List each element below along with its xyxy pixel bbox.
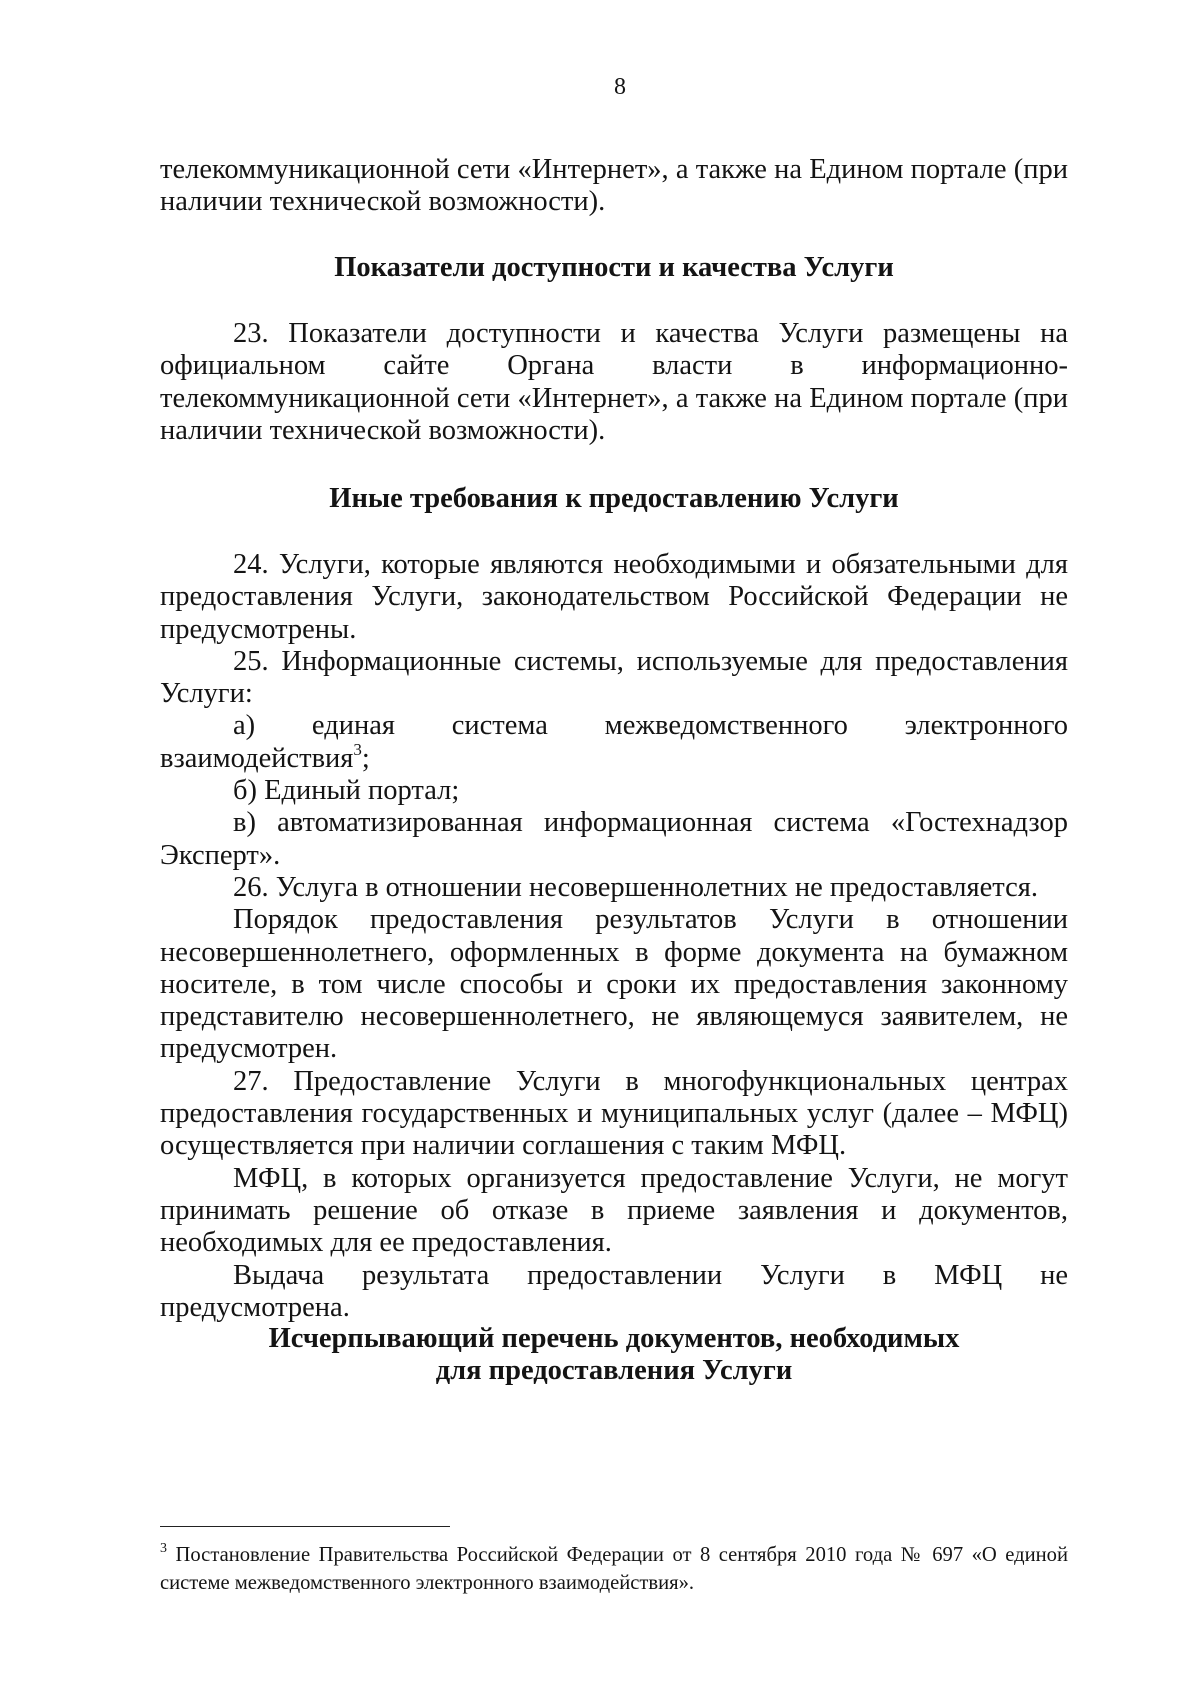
paragraph-26-order: Порядок предоставления результатов Услуги в отношении несовершеннолетнего, оформленных в форме документа на бумажном носителе, в том числе способы и сроки их предоставления законному представителю несовершеннолетнего, не являющемуся заявителем, не предусмотрен.	[160, 904, 1068, 1065]
footnote-text: Постановление Правительства Российской Федерации от 8 сентября 2010 года № 697 «О единой системе межведомственного электронного взаимодействия».	[160, 1544, 1068, 1594]
footnote-separator	[160, 1526, 450, 1527]
footnote-number: 3	[160, 1541, 167, 1556]
section-heading-documents-list	[160, 1323, 1068, 1388]
paragraph-25c: в) автоматизированная информационная система «Гостехнадзор Эксперт».	[160, 807, 1068, 871]
paragraph-25a	[160, 710, 1068, 775]
section-other-requirements-body	[160, 549, 1068, 1324]
paragraph-25a-end: ;	[361, 742, 370, 774]
paragraph-27: 27. Предоставление Услуги в многофункциональных центрах предоставления государственных и муниципальных услуг (далее – МФЦ) осуществляется при наличии соглашения с таким МФЦ.	[160, 1065, 1068, 1162]
paragraph-24: 24. Услуги, которые являются необходимыми и обязательными для предоставления Услуги, законодательством Российской Федерации не предусмотрены.	[160, 549, 1068, 645]
intro-text: телекоммуникационной сети «Интернет», а также на Едином портале (при наличии технической возможности).	[160, 154, 1068, 218]
paragraph-25: 25. Информационные системы, используемые для предоставления Услуги:	[160, 645, 1068, 710]
section-heading-availability: Показатели доступности и качества Услуги	[334, 252, 894, 283]
section-heading-documents-line2: для предоставления Услуги	[435, 1355, 793, 1387]
page-number: 8	[614, 74, 626, 100]
paragraph-26: 26. Услуга в отношении несовершеннолетних не предоставляется.	[233, 871, 1038, 903]
intro-paragraph	[160, 154, 1068, 219]
paragraph-25b: б) Единый портал;	[233, 775, 460, 807]
footnote	[160, 1541, 1068, 1597]
footnote-reference: 3	[353, 739, 362, 759]
paragraph-23: 23. Показатели доступности и качества Услуги размещены на официальном сайте Органа власти в информационно-телекоммуникационной сети «Интернет», а также на Едином портале (при наличии технической возможности).	[160, 318, 1068, 446]
paragraph-27-issuance: Выдача результата предоставлении Услуги в МФЦ не предусмотрена.	[160, 1259, 1068, 1323]
section-heading-documents-line1: Исчерпывающий перечень документов, необходимых	[268, 1323, 960, 1354]
section-availability-body	[160, 318, 1068, 447]
section-heading-other-requirements: Иные требования к предоставлению Услуги	[329, 483, 899, 514]
paragraph-25a-text: а) единая система межведомственного электронного взаимодействия	[160, 710, 1068, 774]
paragraph-27-mfc: МФЦ, в которых организуется предоставление Услуги, не могут принимать решение об отказе в приеме заявления и документов, необходимых для ее предоставления.	[160, 1162, 1068, 1259]
